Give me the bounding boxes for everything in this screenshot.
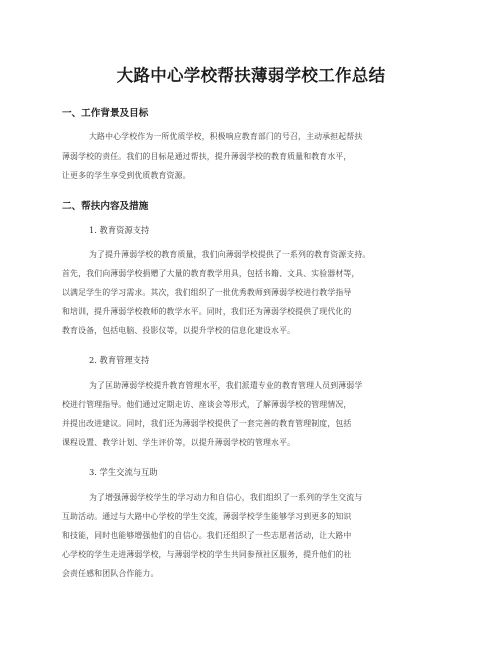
paragraph-line: 大路中心学校作为一所优质学校，积极响应教育部门的号召，主动承担起帮扶 (89, 132, 363, 141)
paragraph-line: 心学校的学生走进薄弱学校，与薄弱学校的学生共同参预社区服务，提升他们的社 (62, 550, 352, 559)
paragraph-line: 课程设置、教学计划、学生评价等，以提升薄弱学校的管理水平。 (62, 438, 296, 447)
paragraph-line: 并提出改进建议。同时，我们还为薄弱学校提供了一套完善的教育管理制度，包括 (62, 419, 352, 428)
section-heading-measures: 二、帮扶内容及措施 (62, 201, 149, 212)
subsection-heading-resources: 1. 教育资源支持 (89, 225, 150, 235)
paragraph-line: 让更多的学生享受到优质教育资源。 (62, 171, 191, 180)
paragraph-line: 和培训，提升薄弱学校教师的教学水平。同时，我们还为薄弱学校提供了现代化的 (62, 307, 352, 316)
paragraph-line: 为了匡助薄弱学校提升教育管理水平，我们派遣专业的教育管理人员到薄弱学 (89, 381, 363, 390)
paragraph-line: 薄弱学校的责任。我们的目标是通过帮扶，提升薄弱学校的教育质量和教育水平， (62, 152, 352, 161)
subsection-heading-management: 2. 教育管理支持 (89, 355, 150, 365)
section-heading-background: 一、工作背景及目标 (62, 108, 149, 119)
paragraph-line: 为了增强薄弱学校学生的学习动力和自信心，我们组织了一系列的学生交流与 (89, 493, 363, 502)
paragraph-line: 为了提升薄弱学校的教育质量，我们向薄弱学校提供了一系列的教育资源支持。 (89, 250, 371, 259)
paragraph-line: 首先，我们向薄弱学校捐赠了大量的教育教学用具，包括书籍、文具、实验器材等， (62, 269, 360, 278)
paragraph-line: 以满足学生的学习需求。其次，我们组织了一批优秀教师到薄弱学校进行教学指导 (62, 288, 352, 297)
paragraph-line: 教育设备，包括电脑、投影仪等，以提升学校的信息化建设水平。 (62, 326, 296, 335)
paragraph-line: 和技能，同时也能够增强他们的自信心。我们还组织了一些志愿者活动，让大路中 (62, 531, 352, 540)
subsection-heading-exchange: 3. 学生交流与互助 (89, 467, 158, 477)
paragraph-line: 校进行管理指导。他们通过定期走访、座谈会等形式，了解薄弱学校的管理情况， (62, 400, 352, 409)
paragraph-line: 互助活动。通过与大路中心学校的学生交流，薄弱学校学生能够学习到更多的知识 (62, 512, 352, 521)
document-title: 大路中心学校帮扶薄弱学校工作总结 (116, 66, 386, 85)
paragraph-line: 会责任感和团队合作能力。 (62, 569, 159, 578)
